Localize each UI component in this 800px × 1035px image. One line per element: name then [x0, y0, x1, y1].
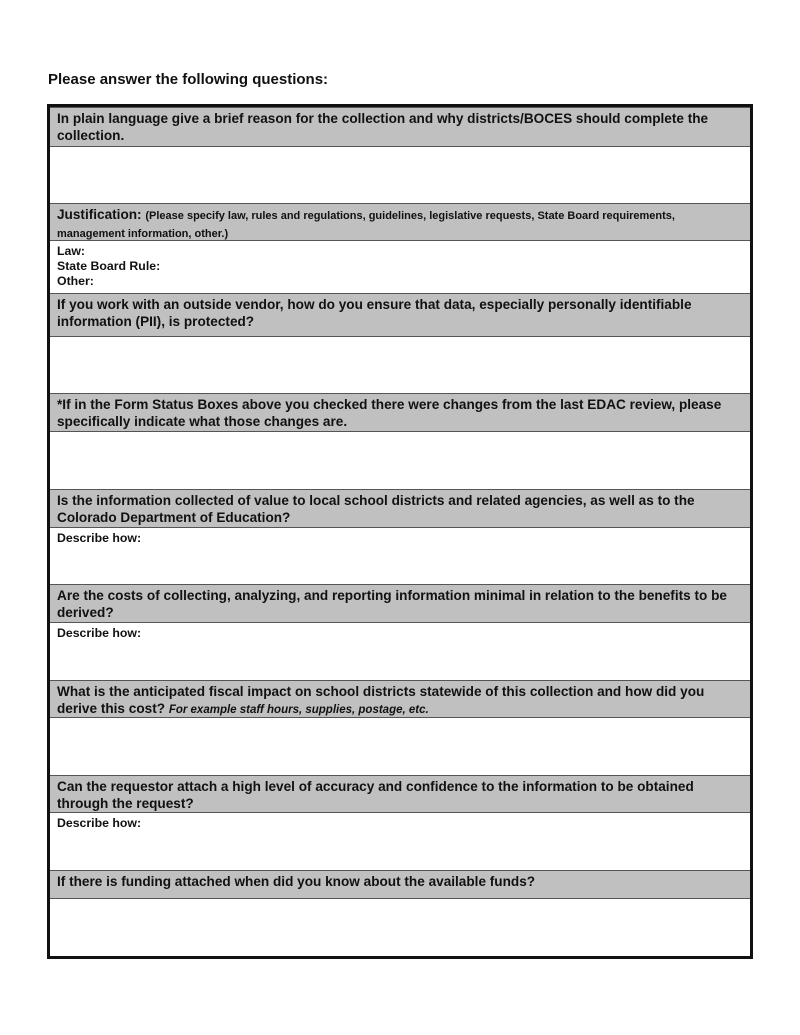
answer-8-field[interactable] [50, 813, 750, 870]
question-3: If you work with an outside vendor, how do you ensure that data, especially personally identifiable information (PII), is protected? [50, 293, 750, 337]
question-2-note: (Please specify law, rules and regulations, guidelines, legislative requests, State Board requirements, management information, other.) [57, 210, 675, 240]
question-7-note: For example staff hours, supplies, postage, etc. [168, 703, 429, 716]
law-label: Law: [57, 244, 86, 258]
describe-how-label: Describe how: [57, 531, 142, 545]
questions-table [47, 104, 753, 959]
answer-3-field[interactable] [50, 337, 750, 393]
question-5: Is the information collected of value to local school districts and related agencies, as well as to the Colorado Department of Education? [50, 489, 750, 528]
page-title: Please answer the following questions: [48, 71, 329, 88]
question-9: If there is funding attached when did you know about the available funds? [50, 870, 750, 899]
question-2 [50, 203, 750, 241]
question-2-label: Justification: [57, 207, 142, 222]
state-board-rule-label: State Board Rule: [57, 259, 161, 273]
answer-2-field[interactable] [50, 241, 750, 293]
question-6: Are the costs of collecting, analyzing, and reporting information minimal in relation to the benefits to be derived? [50, 584, 750, 623]
answer-1-field[interactable] [50, 147, 750, 203]
question-8: Can the requestor attach a high level of accuracy and confidence to the information to be obtained through the request? [50, 775, 750, 813]
answer-9-field[interactable] [50, 899, 750, 955]
question-4: *If in the Form Status Boxes above you checked there were changes from the last EDAC review, please specifically indicate what those changes are. [50, 393, 750, 432]
describe-how-label: Describe how: [57, 626, 142, 640]
other-label: Other: [57, 274, 94, 288]
answer-5-field[interactable] [50, 528, 750, 584]
answer-6-field[interactable] [50, 623, 750, 680]
question-7 [50, 680, 750, 718]
describe-how-label: Describe how: [57, 816, 142, 830]
question-1: In plain language give a brief reason for the collection and why districts/BOCES should complete the collection. [50, 107, 750, 147]
answer-7-field[interactable] [50, 718, 750, 775]
question-7-label: What is the anticipated fiscal impact on school districts statewide of this collection and how did you derive this cost? [57, 684, 705, 716]
answer-4-field[interactable] [50, 432, 750, 489]
